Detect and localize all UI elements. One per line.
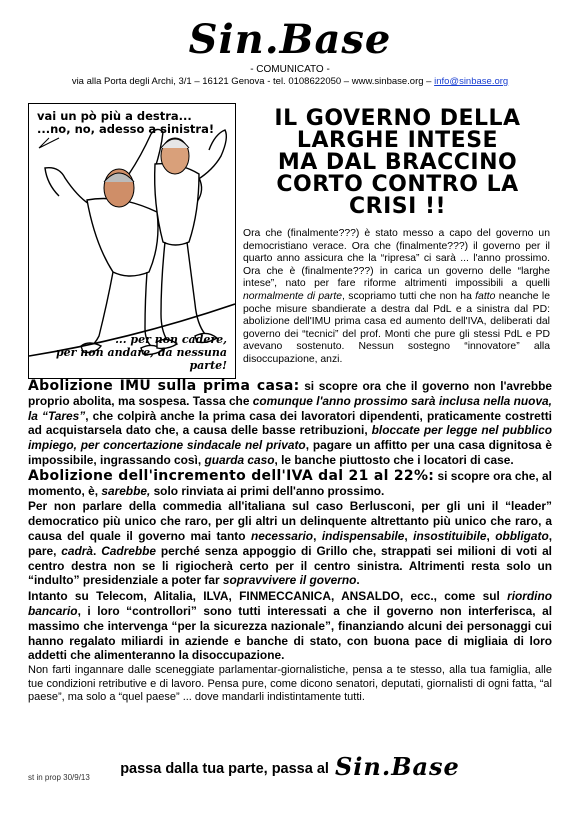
headline-line-2: LARGHE INTESE	[296, 128, 499, 153]
headline-line-4: CORTO CONTRO LA	[276, 172, 519, 197]
logo: Sin.Base	[188, 16, 392, 63]
paragraph-text: , i loro “controllori” sono tutti interessati a che il governo non interferisca, al massimo che intervenga “per la sicurezza nazionale”, finanziando alcuni dei personaggi cui hanno regalato miliardi in aziende e banche di stato, con buona pace di migliaia di loro addetti che alimenteranno la disoccupazione.	[28, 603, 552, 663]
paragraph-emphasis: necessario	[250, 528, 314, 543]
headline-line-5: CRISI !!	[348, 194, 447, 219]
masthead	[0, 18, 580, 87]
bubble-line-2: ...no, no, adesso a sinistra!	[37, 122, 215, 136]
paragraph-text: ,	[313, 528, 322, 543]
section-emphasis: bloccate per legge nel pubblico impiego, per concertazione sindacale nel privato	[28, 423, 552, 453]
paragraph-text: Per non parlare della commedia all'italiana sul caso Berlusconi, per gli uni il “leader” democratico più unico che raro, per gli altri un delinquente altrettanto più unico che raro, a causa del quale il governo mai tanto	[28, 499, 552, 543]
paragraph-text: .	[93, 543, 102, 558]
headline-line-3: MA DAL BRACCINO	[277, 150, 518, 175]
cartoon	[28, 103, 236, 379]
footer-logo: Sin.Base	[334, 752, 460, 781]
section-imu	[28, 379, 552, 468]
paragraph-emphasis: riordino bancario	[28, 589, 552, 618]
intro-emphasis: normalmente di parte	[243, 290, 343, 302]
intro-text: Ora che (finalmente???) è stato messo a capo del governo un democristiano verace. Ora che (finalmente???) il governo per il quarto anno assicura che la “ripresa” ci sarà ... l'anno prossimo. Ora che è (finalmente???) in carica un governo delle “larghe intese”, nato per fare riforme altrimenti impossibili a quelli	[243, 228, 550, 290]
comunicato-label: - COMUNICATO -	[250, 64, 330, 75]
cartoon-caption	[29, 333, 227, 372]
caption-line-2: per non andare, da nessuna parte!	[55, 346, 227, 372]
section-emphasis: sarebbe,	[101, 483, 151, 498]
paragraph-text: ,	[404, 528, 414, 543]
email-link[interactable]: info@sinbase.org	[434, 76, 509, 87]
head-front	[104, 169, 134, 207]
section-text: , le banche piuttosto che i locatori di case.	[274, 452, 514, 467]
paragraph-text: .	[356, 573, 360, 588]
address-line	[0, 76, 580, 87]
paragraph-emphasis: sopravvivere il governo	[222, 573, 357, 588]
paragraph-text: ,	[486, 528, 496, 543]
print-stamp: st in prop 30/9/13	[28, 773, 90, 782]
paragraph-emphasis: indispensabile	[321, 528, 405, 543]
caption-line-1: ... per non cadere,	[115, 333, 227, 346]
paragraph-emphasis: obbligato	[495, 528, 549, 543]
headline	[245, 108, 550, 218]
head-back	[161, 138, 189, 174]
section-text: si scopre ora che il governo non l'avrebbe proprio abolita, ma sospesa. Tassa che	[28, 379, 552, 408]
address-text: via alla Porta degli Archi, 3/1 – 16121 Genova - tel. 0108622050 – www.sinbase.org –	[71, 76, 435, 87]
footer-text: passa dalla tua parte, passa al	[120, 761, 329, 777]
section-text: , pagare un affitto per una casa dignitosa è impossibile, ingrassando così,	[28, 438, 552, 467]
headline-line-1: IL GOVERNO DELLA	[274, 106, 521, 131]
intro-paragraph	[243, 228, 550, 367]
section-text: solo rinviata ai primi dell'anno prossimo.	[150, 483, 385, 498]
paragraph-emphasis: Cadrebbe	[101, 543, 157, 558]
section-emphasis: comunque l'anno prossimo sarà inclusa nella nuova, la “Tares”	[28, 393, 552, 423]
paragraph-text: Intanto su Telecom, Alitalia, ILVA, FINMECCANICA, ANSALDO, ecc., come sul	[28, 589, 508, 604]
section-iva	[28, 469, 552, 499]
intro-emphasis: fatto	[475, 290, 496, 302]
article-body	[28, 379, 552, 706]
paragraph-closing: Non farti ingannare dalle sceneggiate parlamentar-giornalistiche, pensa a te stesso, alla tua famiglia, alle tue condizioni retributive e di lavoro. Pensa pure, come dicono senatori, deputati, giornalisti di ogni fatta, “al paese”, ma solo a “quel paese” ... dove mandarli indistintamente tutti.	[28, 664, 552, 704]
paragraph-berlusconi	[28, 499, 552, 588]
paragraph-emphasis: insostituibile	[413, 528, 487, 543]
section-title-imu: Abolizione IMU sulla prima casa:	[28, 378, 300, 394]
paragraph-text: , pare,	[28, 528, 553, 558]
section-text: , che colpirà anche la prima casa dei lavoratori dipendenti, praticamente costretti ad acquistarsela dato che, a causa delle basse retribuzioni,	[28, 408, 552, 438]
intro-text: neanche le poche misure sbandierate a destra dal PdL e a sinistra dal PD: abolizione dell'IMU prima casa ed aumento dell'IVA, deliberati dal governo dei “tecnici” del prof. Monti che pure gli stessi PdL e PD avevano sostenuto. Nessun sostegno “innovatore” alla disoccupazione, anzi.	[243, 290, 550, 365]
section-title-iva: Abolizione dell'incremento dell'IVA dal 21 al 22%:	[28, 467, 435, 484]
speech-bubble	[37, 110, 214, 136]
paragraph-companies	[28, 589, 552, 663]
section-emphasis: guarda caso	[204, 452, 275, 467]
section-text: si scopre ora che, al momento, è,	[28, 468, 552, 498]
bubble-line-1: vai un pò più a destra...	[37, 109, 192, 123]
intro-text: , scopriamo tutti che non ha	[342, 290, 476, 302]
paragraph-text: perché senza appoggio di Grillo che, strappati sei milioni di voti al centro destra non se li rigiocherà certo per il centro sinistra. Altrimenti resta solo un “indulto” presidenziale a poter far	[28, 543, 552, 588]
paragraph-emphasis: cadrà	[61, 543, 94, 558]
